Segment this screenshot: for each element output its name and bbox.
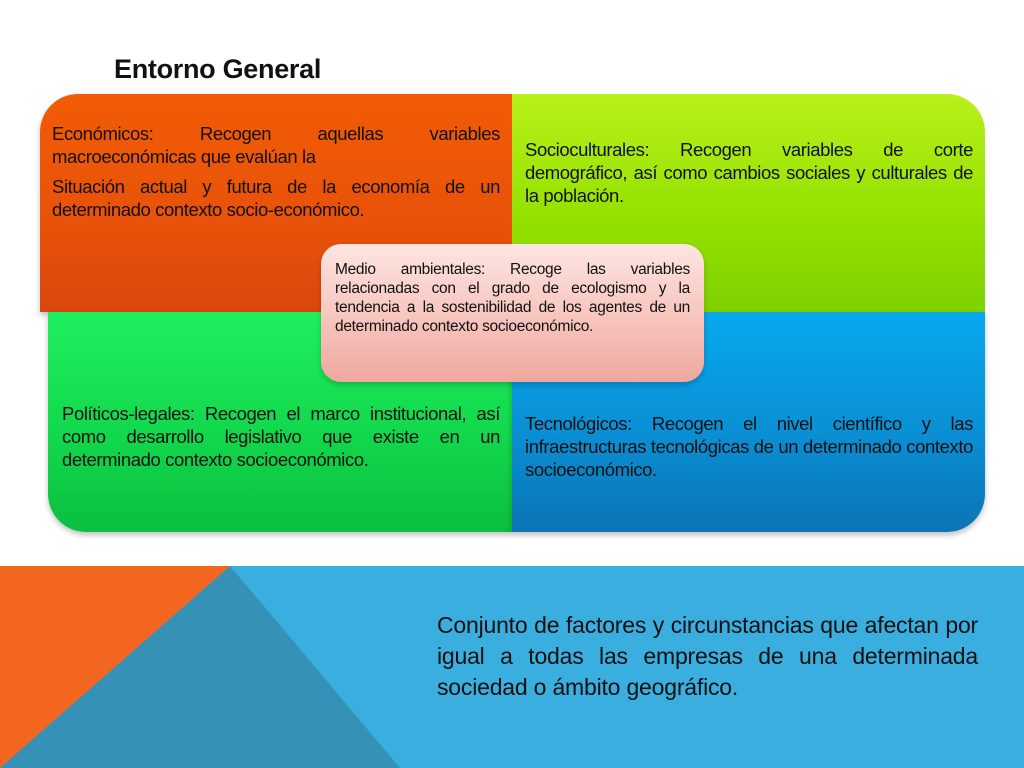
slide-title: Entorno General [114, 54, 322, 84]
medio-ambientales-text: Medio ambientales: Recoge las variables relacionadas con el grado de ecologismo y la tendencia a la sostenibilidad de los agentes de un determinado contexto socioeconómico. [335, 261, 690, 335]
tecnologicos-text: Tecnológicos: Recogen el nivel científico y las infraestructuras tecnológicas de un determinado contexto socioeconómico. [525, 413, 973, 480]
economicos-text-1: Económicos: Recogen aquellas variables macroeconómicas que evalúan la [52, 123, 500, 167]
socioculturales-text: Socioculturales: Recogen variables de corte demográfico, así como cambios sociales y culturales de la población. [525, 139, 973, 206]
center-medio-ambientales [321, 244, 704, 382]
economicos-text-2: Situación actual y futura de la economía de un determinado contexto socio-económico. [52, 176, 500, 220]
politicos-text: Políticos-legales: Recogen el marco institucional, así como desarrollo legislativo que existe en un determinado contexto socioeconómico. [62, 403, 500, 470]
definition-text: Conjunto de factores y circunstancias que afectan por igual a todas las empresas de una determinada sociedad o ámbito geográfico. [437, 612, 978, 700]
